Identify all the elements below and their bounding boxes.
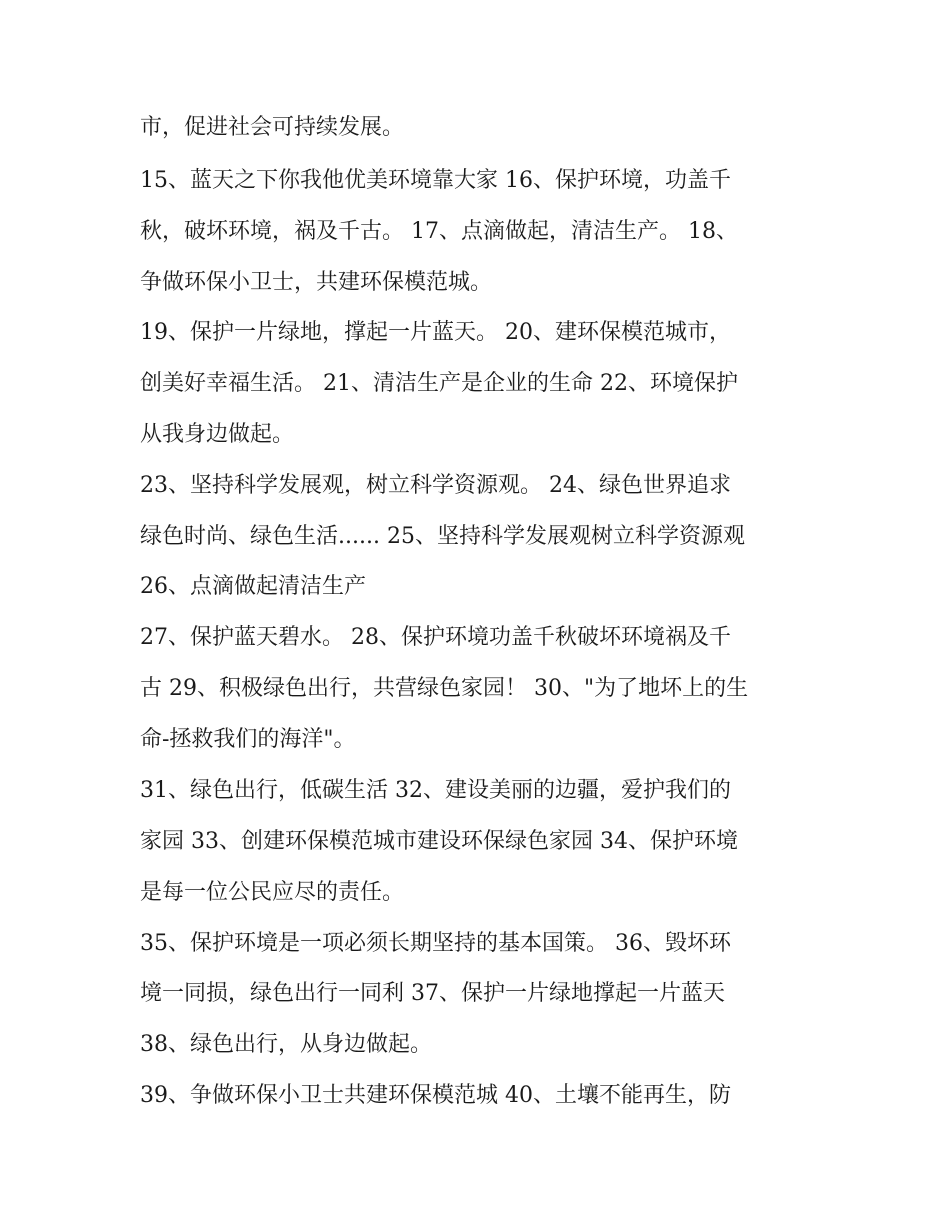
text-line: 市，促进社会可持续发展。 — [140, 115, 405, 140]
text-line: 古 29、积极绿色出行，共营绿色家园！ 30、"为了地坏上的生 — [140, 676, 749, 701]
text-line: 创美好幸福生活。 21、清洁生产是企业的生命 22、环境保护 — [140, 371, 738, 396]
text-line: 23、坚持科学发展观，树立科学资源观。 24、绿色世界追求 — [140, 473, 731, 498]
text-line: 争做环保小卫士，共建环保模范城。 — [140, 270, 493, 295]
text-line: 境一同损，绿色出行一同利 37、保护一片绿地撑起一片蓝天 — [140, 981, 725, 1006]
text-line: 19、保护一片绿地，撑起一片蓝天。 20、建环保模范城市， — [140, 320, 731, 345]
text-line: 绿色时尚、绿色生活...... 25、坚持科学发展观树立科学资源观 — [140, 524, 745, 549]
text-line: 35、保护环境是一项必须长期坚持的基本国策。 36、毁坏环 — [140, 931, 731, 956]
text-line: 是每一位公民应尽的责任。 — [140, 880, 405, 905]
text-line: 从我身边做起。 — [140, 422, 295, 447]
text-line: 27、保护蓝天碧水。 28、保护环境功盖千秋破坏环境祸及千 — [140, 625, 731, 650]
text-line: 26、点滴做起清洁生产 — [140, 574, 366, 599]
text-line: 38、绿色出行，从身边做起。 — [140, 1032, 432, 1057]
text-line: 39、争做环保小卫士共建环保模范城 40、土壤不能再生，防 — [140, 1083, 731, 1108]
text-line: 家园 33、创建环保模范城市建设环保绿色家园 34、保护环境 — [140, 829, 738, 854]
text-line: 31、绿色出行，低碳生活 32、建设美丽的边疆，爱护我们的 — [140, 778, 731, 803]
text-line: 秋，破坏环境，祸及千古。 17、点滴做起，清洁生产。 18、 — [140, 219, 738, 244]
text-line: 命-拯救我们的海洋"。 — [140, 727, 356, 752]
text-line: 15、蓝天之下你我他优美环境靠大家 16、保护环境，功盖千 — [140, 168, 731, 193]
